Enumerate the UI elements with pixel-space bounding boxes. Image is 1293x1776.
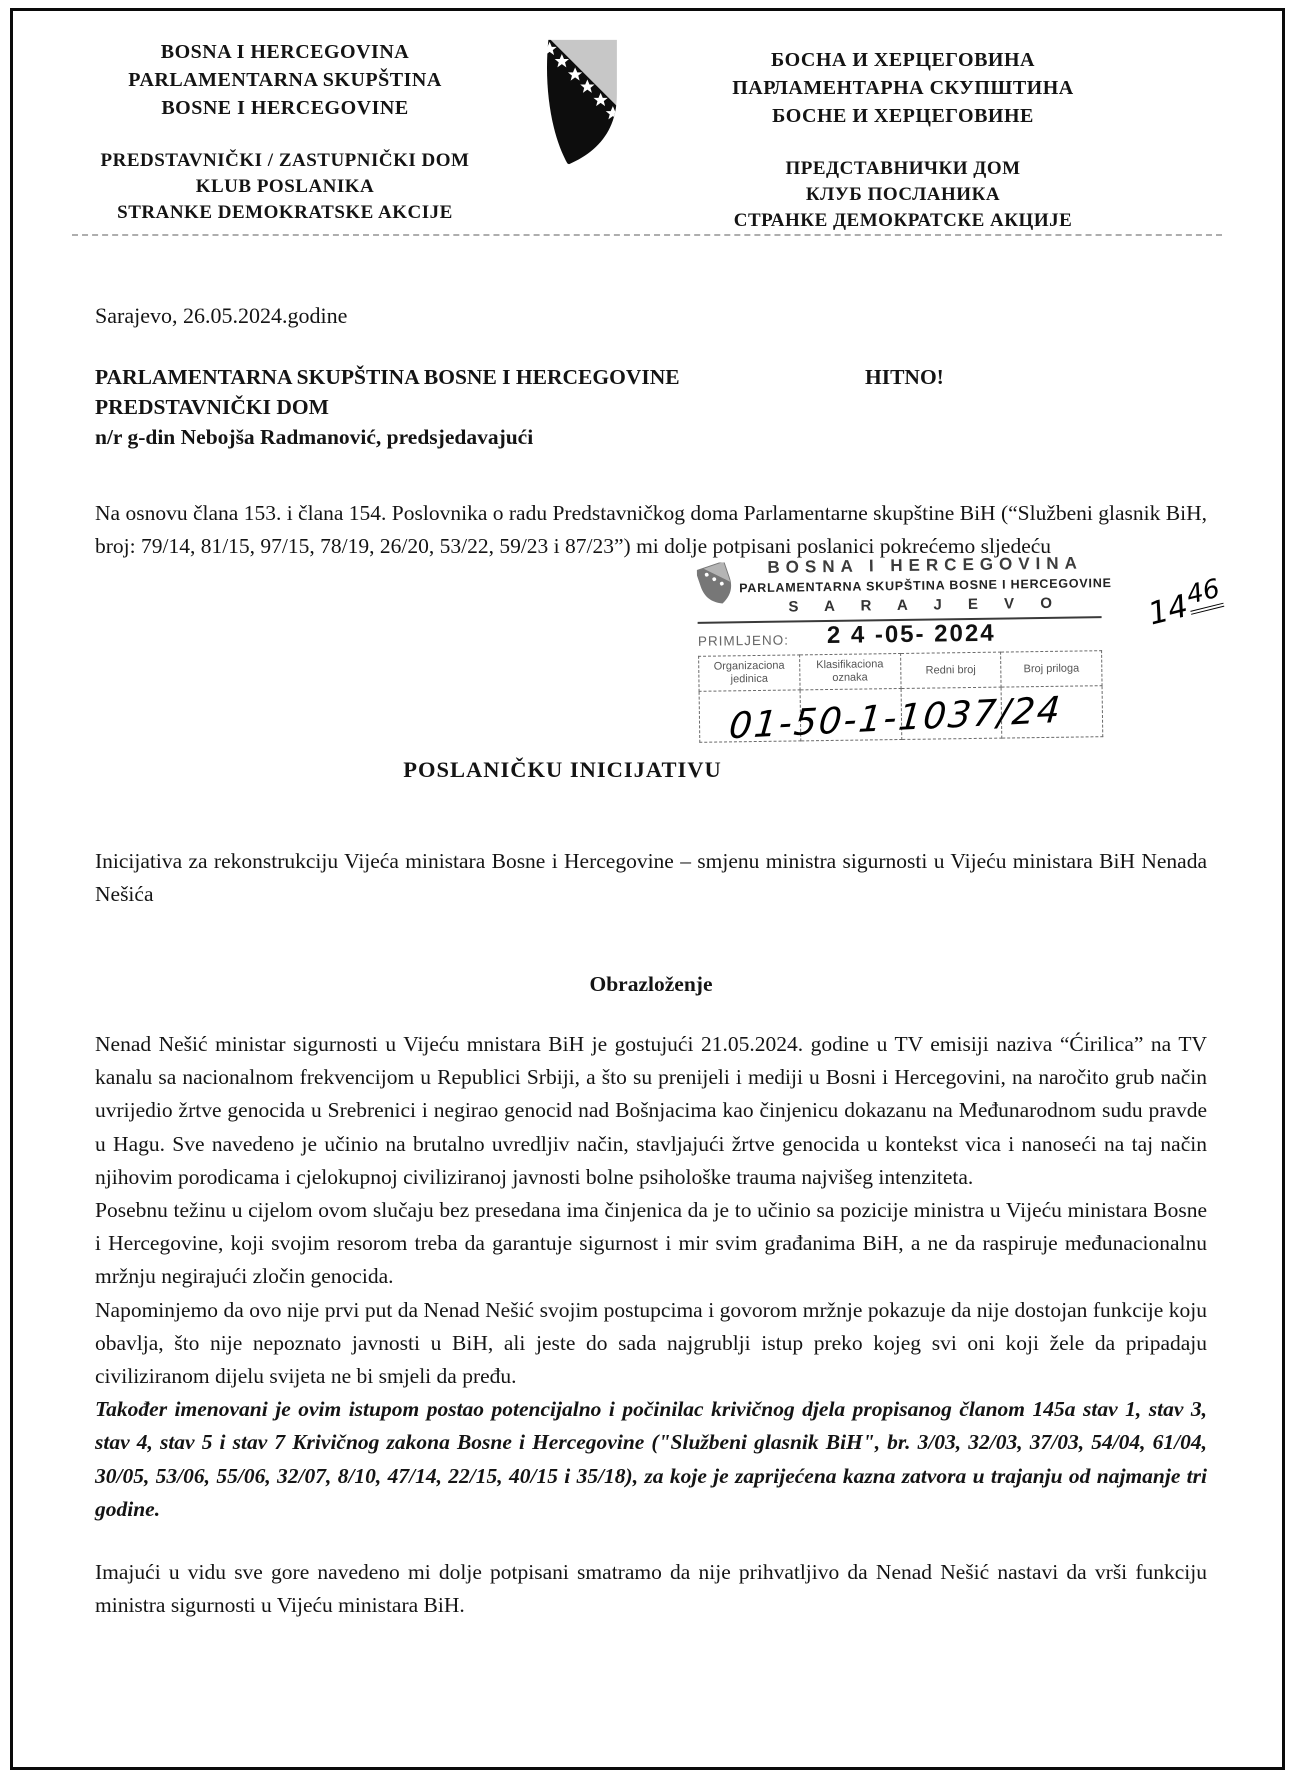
body-paragraph: Posebnu težinu u cijelom ovom slučaju bez presedana ima činjenica da je to učinio sa pozicije ministra u Vijeću ministara Bosne i Hercegovine, koji svojim resorom treba da garantuje sigurnost i mir svim građanima BiH, a ne da raspiruje međunacionalnu mržnju negirajući zločin genocida.	[95, 1198, 1207, 1289]
letterhead-cyrillic	[688, 46, 1118, 234]
letterhead-line: ПРЕДСТАВНИЧКИ ДОМ	[785, 158, 1021, 179]
handwritten-protocol-number: 01-50-1-1037/24	[727, 689, 1064, 748]
received-stamp	[697, 553, 1112, 748]
stamp-head	[697, 553, 1112, 617]
date-line: Sarajevo, 26.05.2024.godine	[95, 303, 348, 328]
stamp-received-row	[698, 616, 1102, 652]
handwritten-time-hours: 14	[1144, 588, 1192, 633]
addressee-line3: n/r g-din Nebojša Radmanović, predsjedavajući	[95, 425, 534, 449]
letterhead-line: КЛУБ ПОСЛАНИКА	[805, 184, 1001, 205]
stamp-institution-line: PARLAMENTARNA SKUPŠTINA BOSNE I HERCEGOVINE	[739, 576, 1112, 596]
letterhead-line: BOSNE I HERCEGOVINE	[161, 97, 409, 119]
letterhead-line: PREDSTAVNIČKI / ZASTUPNIČKI DOM	[100, 150, 470, 171]
addressee-block	[95, 362, 1195, 452]
emphasized-paragraph: Također imenovani je ovim istupom postao potencijalno i počinilac krivičnog djela propisanog članom 145a stav 1, stav 3, stav 4, stav 5 i stav 7 Krivičnog zakona Bosne i Hercegovine ("Službeni glasnik BiH", br. 3/03, 32/03, 37/03, 54/04, 61/04, 30/05, 53/06, 55/06, 32/07, 8/10, 47/14, 22/15, 40/15 i 35/18), za koje je zaprijećena kazna zatvora u trajanju od najmanje tri godine.	[95, 1397, 1207, 1521]
stamp-col-header: Redni broj	[900, 652, 1001, 688]
body-paragraph: Napominjemo da ovo nije prvi put da Nenad Nešić svojim postupcima i govorom mržnje pokazuje da nije dostojan funkcije koju obavlja, što nije nepoznato javnosti u BiH, ali jeste do sada najgrublji istup preko kojeg svi oni koji žele da pripadaju civiliziranom dijelu svijeta ne bi smjeli da pređu.	[95, 1297, 1207, 1389]
stamp-coat-of-arms-icon	[697, 562, 740, 612]
letterhead-latin-sub	[70, 148, 500, 226]
letterhead-line: ПАРЛАМЕНТАРНА СКУПШТИНА	[732, 77, 1074, 99]
letterhead-divider	[72, 234, 1222, 236]
body-text	[95, 1028, 1207, 1622]
letterhead-line: PARLAMENTARNA SKUPŠTINA	[128, 69, 442, 91]
stamp-city-line: S A R A J E V O	[788, 594, 1064, 616]
addressee-line1: PARLAMENTARNA SKUPŠTINA BOSNE I HERCEGOVINE	[95, 365, 680, 389]
section-heading: Obrazloženje	[589, 972, 713, 996]
letterhead-line: STRANKE DEMOKRATSKE AKCIJE	[117, 202, 453, 223]
stamp-col-header: Organizaciona jedinica	[699, 655, 800, 691]
addressee-line2: PREDSTAVNIČKI DOM	[95, 395, 329, 419]
received-label: PRIMLJENO:	[697, 632, 789, 649]
handwritten-time-minutes: 46	[1184, 574, 1224, 615]
handwritten-time	[1144, 573, 1226, 633]
received-date-stamp: 2 4 -05- 2024	[826, 619, 996, 650]
stamp-col-header: Broj priloga	[1001, 651, 1102, 687]
letterhead-cyrillic-sub	[688, 156, 1118, 234]
initiative-heading: POSLANIČKU INICIJATIVU	[403, 757, 722, 782]
initiative-subject: Inicijativa za rekonstrukciju Vijeća ministara Bosne i Hercegovine – smjenu ministra sigurnosti u Vijeću ministara BiH Nenada Nešića	[95, 849, 1207, 906]
letterhead-line: БОСНА И ХЕРЦЕГОВИНА	[771, 49, 1035, 71]
body-paragraph: Nenad Nešić ministar sigurnosti u Vijeću mnistara BiH je gostujući 21.05.2024. godine u TV emisiji naziva “Ćirilica” na TV kanalu sa nacionalnom frekvencijom u Republici Srbiji, a što su prenijeli i mediji u Bosni i Hercegovini, na naročito grub način uvrijedio žrtve genocida u Srebrenici i negirao genocid nad Bošnjacima kao činjenicu dokazanu na Međunarodnom sudu pravde u Hagu. Sve navedeno je učinio na brutalno uvredljiv način, stavljajući žrtve genocida u kontekst vica i nanoseći na taj način njihovim porodicama i cjelokupnoj civiliziranoj javnosti bolne psihološke trauma najvišeg intenziteta.	[95, 1032, 1207, 1189]
bih-coat-of-arms-icon	[518, 36, 620, 168]
intro-paragraph: Na osnovu člana 153. i člana 154. Poslovnika o radu Predstavničkog doma Parlamentarne skupštine BiH (“Službeni glasnik BiH, broj: 79/14, 81/15, 97/15, 78/19, 26/20, 53/22, 59/23 i 87/23”) mi dolje potpisani poslanici pokrećemo sljedeću	[95, 501, 1207, 558]
closing-paragraph: Imajući u vidu sve gore navedeno mi dolje potpisani smatramo da nije prihvatljivo da Nenad Nešić nastavi da vrši funkciju ministra sigurnosti u Vijeću ministara BiH.	[95, 1560, 1207, 1618]
letterhead-line: KLUB POSLANIKA	[195, 176, 375, 197]
letterhead-latin	[70, 38, 500, 226]
letterhead-line: BOSNA I HERCEGOVINA	[160, 41, 410, 63]
stamp-country-line: BOSNA I HERCEGOVINA	[767, 553, 1084, 577]
urgent-label: HITNO!	[865, 365, 944, 389]
stamp-head-text	[739, 553, 1112, 616]
letterhead-line: СТРАНКЕ ДЕМОКРАТСКЕ АКЦИЈЕ	[733, 210, 1073, 231]
letterhead-line: БОСНЕ И ХЕРЦЕГОВИНЕ	[772, 105, 1034, 127]
stamp-col-header: Klasifikaciona oznaka	[799, 653, 900, 689]
